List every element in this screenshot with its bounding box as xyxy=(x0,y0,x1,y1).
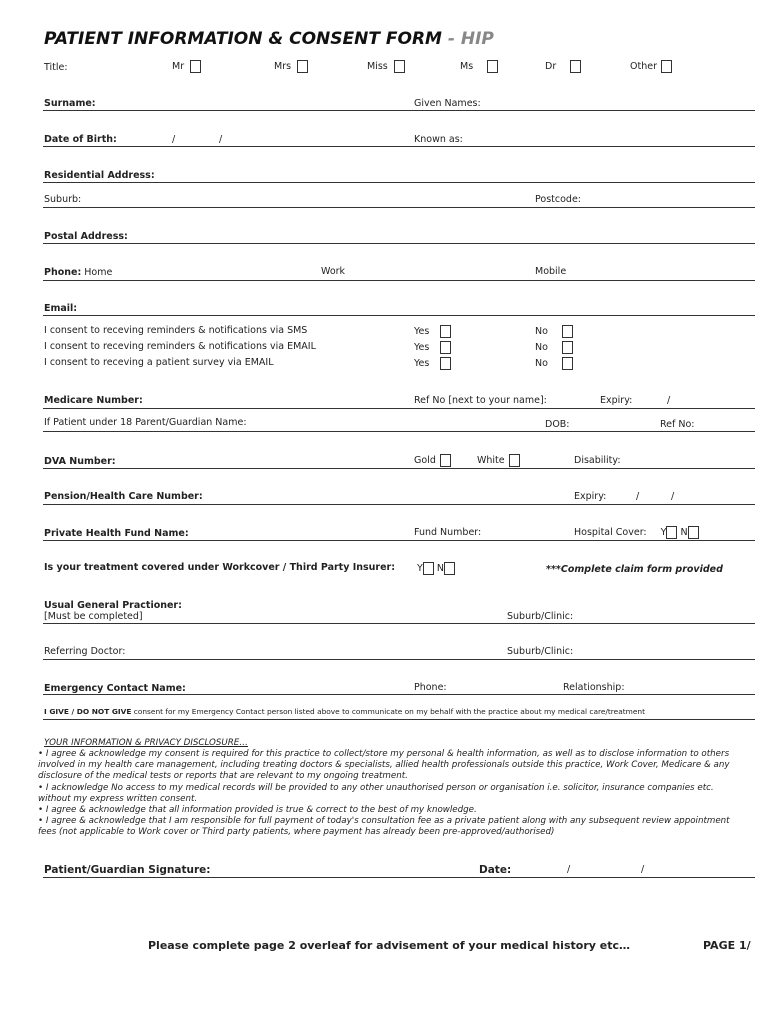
workcover-options xyxy=(417,562,455,575)
dva-field[interactable] xyxy=(43,468,755,469)
phone-label-text: Phone: xyxy=(44,267,82,278)
checkbox[interactable] xyxy=(570,60,581,73)
option-label: Mr xyxy=(172,61,185,72)
checkbox[interactable] xyxy=(440,341,451,354)
option-label: Mrs xyxy=(274,61,292,72)
y-label: Y xyxy=(660,527,667,538)
usual-gp-field[interactable] xyxy=(43,623,755,624)
referring-doctor-field[interactable] xyxy=(43,659,755,660)
phone-label xyxy=(44,267,112,278)
privacy-item-4: • I agree & acknowledge that I am responsible for full payment of today's consultation fee as a private patient along with any subsequent review appointment fees (not applicable to Work cover or Third party patients, where payment has already been pre-approved/authorised) xyxy=(38,816,730,837)
hospital-cover-yes-checkbox[interactable] xyxy=(666,526,677,539)
claim-form-note: ***Complete claim form provided xyxy=(546,564,723,575)
phone-work-label: Work xyxy=(321,266,346,277)
give-options[interactable]: I GIVE / DO NOT GIVE xyxy=(44,707,132,716)
privacy-item-text: I agree & acknowledge that I am responsible for full payment of today's consultation fee as a private patient along with any subsequent review appointment fees (not applicable to Work cover or Third party patients, where payment has already been pre-approved/authorised) xyxy=(38,816,730,837)
workcover-yes-checkbox[interactable] xyxy=(423,562,434,575)
no-label: No xyxy=(535,342,548,353)
pension-expiry-slash-2: / xyxy=(671,491,675,502)
pension-expiry-label: Expiry: xyxy=(574,491,607,502)
signature-label: Patient/Guardian Signature: xyxy=(44,864,211,876)
title-option-mrs[interactable] xyxy=(274,60,308,73)
pension-label: Pension/Health Care Number: xyxy=(44,491,203,502)
checkbox[interactable] xyxy=(440,325,451,338)
checkbox[interactable] xyxy=(297,60,308,73)
consent-survey-no[interactable] xyxy=(535,357,573,370)
title-option-other[interactable] xyxy=(630,60,672,73)
workcover-question: Is your treatment covered under Workcover / Third Party Insurer: xyxy=(44,562,396,573)
yes-label: Yes xyxy=(414,342,430,353)
must-complete-note: [Must be completed] xyxy=(44,611,143,622)
phone-mobile-label: Mobile xyxy=(535,266,567,277)
date-label: Date: xyxy=(479,864,512,876)
option-label: Miss xyxy=(367,61,388,72)
y-label: Y xyxy=(417,563,423,574)
fund-number-label: Fund Number: xyxy=(414,527,482,538)
consent-email-no[interactable] xyxy=(535,341,573,354)
under18-label: If Patient under 18 Parent/Guardian Name: xyxy=(44,417,247,428)
n-label: N xyxy=(680,527,688,538)
dva-number-label: DVA Number: xyxy=(44,456,116,467)
medicare-number-label: Medicare Number: xyxy=(44,395,143,406)
checkbox[interactable] xyxy=(562,357,573,370)
emergency-contact-field[interactable] xyxy=(43,694,755,695)
workcover-no-checkbox[interactable] xyxy=(444,562,455,575)
checkbox[interactable] xyxy=(487,60,498,73)
emergency-consent-statement xyxy=(44,707,645,716)
postal-address-label: Postal Address: xyxy=(44,231,128,242)
privacy-item-3: • I agree & acknowledge that all information provided is true & correct to the best of my knowledge. xyxy=(38,805,477,815)
divider xyxy=(43,719,755,720)
guardian-dob-label: DOB: xyxy=(545,419,570,430)
checkbox[interactable] xyxy=(394,60,405,73)
usual-gp-label: Usual General Practioner: xyxy=(44,600,182,611)
title-option-dr[interactable] xyxy=(545,60,581,73)
medicare-ref-label: Ref No [next to your name]: xyxy=(414,395,547,406)
given-names-label: Given Names: xyxy=(414,98,481,109)
consent-email-reminders: I consent to receving reminders & notifications via EMAIL xyxy=(44,341,316,352)
medicare-field[interactable] xyxy=(43,408,755,409)
checkbox[interactable] xyxy=(440,454,451,467)
surname-field[interactable] xyxy=(43,110,755,111)
checkbox[interactable] xyxy=(190,60,201,73)
email-label: Email: xyxy=(44,303,78,314)
title-separator: - xyxy=(441,29,461,49)
medicare-expiry-label: Expiry: xyxy=(600,395,633,406)
consent-sms: I consent to receving reminders & notifications via SMS xyxy=(44,325,308,336)
date-slash-1: / xyxy=(567,864,571,875)
footer-note: Please complete page 2 overleaf for advisement of your medical history etc… xyxy=(148,939,630,952)
emergency-phone-label: Phone: xyxy=(414,682,447,693)
dob-label: Date of Birth: xyxy=(44,134,117,145)
title-option-mr[interactable] xyxy=(172,60,201,73)
hospital-cover xyxy=(574,526,699,539)
signature-field[interactable] xyxy=(43,877,755,878)
pension-expiry-slash-1: / xyxy=(636,491,640,502)
hospital-cover-no-checkbox[interactable] xyxy=(688,526,699,539)
form-title-text: PATIENT INFORMATION & CONSENT FORM xyxy=(44,29,442,49)
postcode-label: Postcode: xyxy=(535,194,581,205)
title-option-miss[interactable] xyxy=(367,60,405,73)
title-label: Title: xyxy=(44,62,68,73)
n-label: N xyxy=(436,563,444,574)
medicare-expiry-slash: / xyxy=(667,395,671,406)
dob-field[interactable] xyxy=(43,146,755,147)
consent-survey-yes[interactable] xyxy=(414,357,451,370)
suburb-field[interactable] xyxy=(43,207,755,208)
checkbox[interactable] xyxy=(562,341,573,354)
yes-label: Yes xyxy=(414,326,430,337)
no-label: No xyxy=(535,358,548,369)
give-rest-text: consent for my Emergency Contact person listed above to communicate on my behalf with the practice about my medical care/treatment xyxy=(131,707,645,716)
surname-label: Surname: xyxy=(44,98,96,109)
email-field[interactable] xyxy=(43,315,755,316)
date-slash-2: / xyxy=(641,864,645,875)
gold-label: Gold xyxy=(414,455,436,466)
referring-suburb-clinic-label: Suburb/Clinic: xyxy=(507,646,574,657)
title-option-ms[interactable] xyxy=(460,60,498,73)
guardian-field[interactable] xyxy=(43,431,755,432)
form-title xyxy=(44,29,494,49)
white-label: White xyxy=(477,455,505,466)
emergency-contact-label: Emergency Contact Name: xyxy=(44,683,186,694)
pension-field[interactable] xyxy=(43,504,755,505)
residential-address-label: Residential Address: xyxy=(44,170,155,181)
disability-label: Disability: xyxy=(574,455,621,466)
privacy-heading: YOUR INFORMATION & PRIVACY DISCLOSURE… xyxy=(44,738,248,748)
privacy-item-text: I agree & acknowledge that all information provided is true & correct to the best of my knowledge. xyxy=(45,805,477,815)
phone-field[interactable] xyxy=(43,280,755,281)
consent-email-yes[interactable] xyxy=(414,341,451,354)
privacy-item-1: • I agree & acknowledge my consent is required for this practice to collect/store my personal & health information, as well as to disclose information to others involved in my health care management, including treating doctors & specialists, allied health professionals outside this practice, Work Cover, Medicare & any disclosure of the medical tests or reports that are relevant to my ongoing treatment. xyxy=(38,749,730,781)
option-label: Ms xyxy=(460,61,474,72)
option-label: Dr xyxy=(545,61,557,72)
no-label: No xyxy=(535,326,548,337)
privacy-item-2: • I acknowledge No access to my medical records will be provided to any other unauthorised person or organisation i.e. solicitor, insurance companies etc. without my express written consent. xyxy=(38,783,714,804)
consent-sms-no[interactable] xyxy=(535,325,573,338)
private-fund-field[interactable] xyxy=(43,540,755,541)
dob-slash-1: / xyxy=(172,134,176,145)
checkbox[interactable] xyxy=(509,454,520,467)
consent-survey: I consent to receving a patient survey via EMAIL xyxy=(44,357,274,368)
option-label: Other xyxy=(630,61,657,72)
postal-address-field[interactable] xyxy=(43,243,755,244)
checkbox[interactable] xyxy=(661,60,672,73)
private-fund-label: Private Health Fund Name: xyxy=(44,528,189,539)
phone-home-label: Home xyxy=(81,267,113,278)
consent-sms-yes[interactable] xyxy=(414,325,451,338)
dob-slash-2: / xyxy=(219,134,223,145)
checkbox[interactable] xyxy=(440,357,451,370)
residential-address-field[interactable] xyxy=(43,182,755,183)
privacy-item-text: I agree & acknowledge my consent is required for this practice to collect/store my personal & health information, as well as to disclose information to others involved in my health care management, including treating doctors & specialists, allied health professionals outside this practice, Work Cover, Medicare & any disclosure of the medical tests or reports that are relevant to my ongoing treatment. xyxy=(38,749,730,781)
referring-doctor-label: Referring Doctor: xyxy=(44,646,126,657)
dva-gold[interactable] xyxy=(414,454,451,467)
dva-white[interactable] xyxy=(477,454,520,467)
suburb-label: Suburb: xyxy=(44,194,82,205)
known-as-label: Known as: xyxy=(414,134,463,145)
page-number: PAGE 1/ xyxy=(703,939,751,952)
checkbox[interactable] xyxy=(562,325,573,338)
guardian-ref-label: Ref No: xyxy=(660,419,695,430)
form-subtitle: HIP xyxy=(460,29,494,49)
gp-suburb-clinic-label: Suburb/Clinic: xyxy=(507,611,574,622)
relationship-label: Relationship: xyxy=(563,682,625,693)
privacy-item-text: I acknowledge No access to my medical records will be provided to any other unauthorised person or organisation i.e. solicitor, insurance companies etc. without my express written consent. xyxy=(38,783,714,804)
yes-label: Yes xyxy=(414,358,430,369)
hospital-cover-label: Hospital Cover: xyxy=(574,527,647,538)
